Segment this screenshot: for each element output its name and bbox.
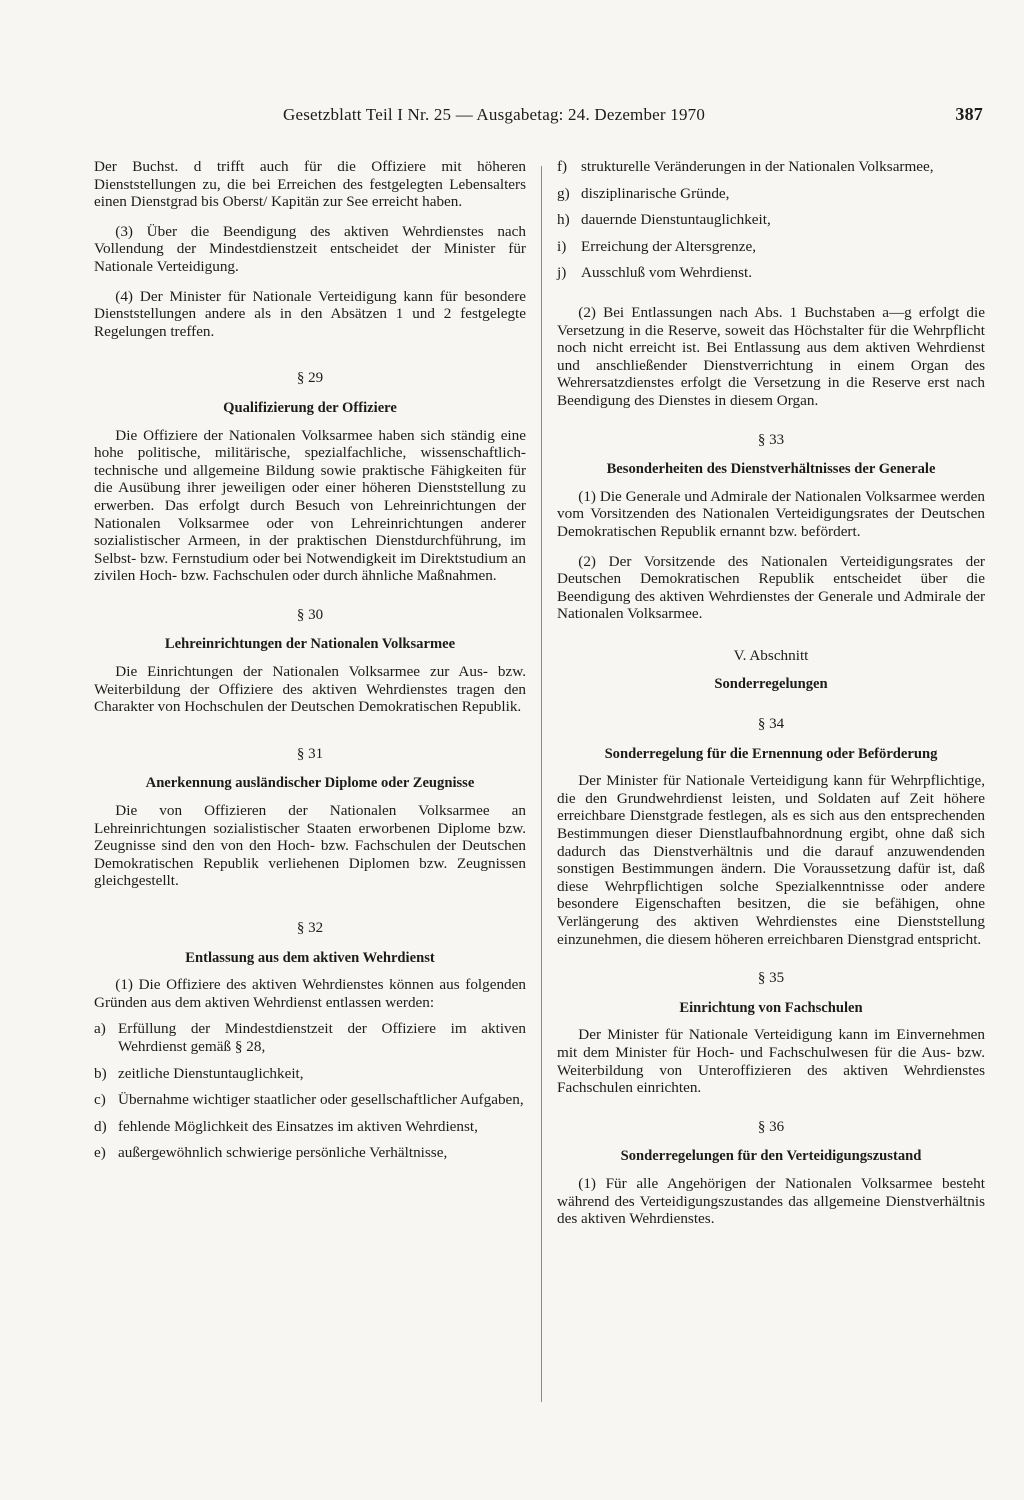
list-item-text: Übernahme wichtiger staatlicher oder gesellschaftlicher Aufgaben,	[118, 1091, 524, 1109]
section-30-text: Die Einrichtungen der Nationalen Volksarmee zur Aus- bzw. Weiterbildung der Offiziere des aktiven Wehrdienstes tragen den Charakter von Hochschulen der Deutschen Demokratischen Republik.	[94, 663, 526, 716]
list-item	[94, 1091, 526, 1109]
left-column	[94, 158, 526, 1162]
paragraph-3: (3) Über die Beendigung des aktiven Wehrdienstes nach Vollendung der Mindestdienstzeit entscheidet der Minister für Nationale Verteidigung.	[94, 222, 526, 275]
list-item	[94, 1118, 526, 1136]
list-item	[557, 158, 985, 176]
page-number: 387	[955, 104, 983, 124]
section-32-paragraph-1: (1) Die Offiziere des aktiven Wehrdienstes können aus folgenden Gründen aus dem aktiven Wehrdienst entlassen werden:	[94, 976, 526, 1011]
list-item-text: disziplinarische Gründe,	[581, 184, 730, 202]
section-31-number: § 31	[296, 745, 324, 762]
section-29-text: Die Offiziere der Nationalen Volksarmee haben sich ständig eine hohe politische, militärische, spezialfachliche, wissenschaftlich-technische und allgemeine Bildung sowie praktische Fähigkeiten für die Ausübung ihrer jeweiligen oder einer höheren Dienststellung zu erwerben. Das erfolgt durch Besuch von Lehreinrichtungen der Nationalen Volksarmee oder von Lehreinrichtungen anderer sozialistischer Armeen, in der praktischen Dienstdurchführung, im Selbst- bzw. Fernstudium oder bei Notwendigkeit im Direktstudium an zivilen Hoch- bzw. Fachschulen oder durch ähnliche Maßnahmen.	[94, 426, 526, 585]
section-30-title: Lehreinrichtungen der Nationalen Volksarmee	[164, 636, 456, 653]
list-item-text: dauernde Dienstuntauglichkeit,	[581, 211, 771, 229]
section-32-number: § 32	[296, 920, 324, 936]
list-item	[557, 211, 985, 229]
list-item	[557, 185, 985, 203]
list-item-text: zeitliche Dienstuntauglichkeit,	[118, 1064, 304, 1082]
section-34-title: Sonderregelung für die Ernennung oder Beförderung	[604, 745, 938, 762]
list-item	[557, 264, 985, 282]
list-item-text: außergewöhnlich schwierige persönliche Verhältnisse,	[118, 1144, 448, 1162]
column-divider	[541, 166, 542, 1402]
list-item	[94, 1020, 526, 1055]
list-item	[557, 238, 985, 256]
list-item-label: i)	[557, 237, 567, 255]
section-31-title: Anerkennung ausländischer Diplome oder Zeugnisse	[145, 775, 475, 792]
section-35-number: § 35	[757, 970, 785, 987]
list-item-text: Erreichung der Altersgrenze,	[581, 237, 756, 255]
list-item-text: Erfüllung der Mindestdienstzeit der Offiziere im aktiven Wehrdienst gemäß § 28,	[118, 1020, 526, 1055]
list-item-label: g)	[557, 184, 570, 202]
list-item-label: b)	[94, 1064, 107, 1082]
section-31-text: Die von Offizieren der Nationalen Volksarmee an Lehreinrichtungen sozialistischer Staaten erworbenen Diplome bzw. Zeugnisse sind den von den Hoch- bzw. Fachschulen der Deutschen Demokratischen Republik verliehenen Diplomen bzw. Zeugnissen gleichgestellt.	[94, 802, 526, 890]
section-29-title: Qualifizierung der Offiziere	[223, 399, 397, 416]
list-item-label: j)	[557, 264, 567, 282]
paragraph-4: (4) Der Minister für Nationale Verteidigung kann für besondere Dienststellungen andere als in den Absätzen 1 und 2 festgelegte Regelungen treffen.	[94, 287, 526, 340]
section-29-number: § 29	[296, 370, 324, 387]
header-title: Gesetzblatt Teil I Nr. 25 — Ausgabetag: 24. Dezember 1970	[283, 105, 706, 124]
section-30-number: § 30	[296, 606, 324, 623]
list-item-label: f)	[557, 158, 568, 175]
section-36-number: § 36	[757, 1118, 785, 1135]
section-33-number: § 33	[757, 431, 785, 448]
list-item-label: a)	[94, 1020, 106, 1038]
list-item-label: h)	[557, 211, 570, 229]
section-34-number: § 34	[757, 716, 785, 733]
chapter-title: Sonderregelungen	[714, 676, 828, 693]
section-32-title: Entlassung aus dem aktiven Wehrdienst	[185, 949, 435, 966]
section-33-paragraph-2: (2) Der Vorsitzende des Nationalen Verteidigungsrates der Deutschen Demokratischen Republik entscheidet über die Beendigung des aktiven Wehrdienstes der Generale und Admirale der Nationalen Volksarmee.	[557, 552, 985, 623]
section-33-title: Besonderheiten des Dienstverhältnisses der Generale	[606, 461, 936, 478]
page-header	[283, 104, 983, 125]
paragraph-intro: Der Buchst. d trifft auch für die Offiziere mit höheren Dienststellungen zu, die bei Erreichen des festgelegten Lebensalters einen Dienstgrad bis Oberst/ Kapitän zur See erreicht haben.	[94, 158, 526, 211]
list-item-text: strukturelle Veränderungen in der Nationalen Volksarmee,	[581, 158, 934, 175]
list-item	[94, 1065, 526, 1083]
section-36-text: (1) Für alle Angehörigen der Nationalen Volksarmee besteht während des Verteidigungszustandes das allgemeine Dienstverhältnis des aktiven Wehrdienstes.	[557, 1174, 985, 1228]
right-column	[557, 158, 985, 1228]
list-item-label: c)	[94, 1091, 106, 1109]
section-33-paragraph-1: (1) Die Generale und Admirale der Nationalen Volksarmee werden vom Vorsitzenden des Nationalen Verteidigungsrates der Deutschen Demokratischen Republik ernannt bzw. befördert.	[557, 487, 985, 540]
section-32-paragraph-2: (2) Bei Entlassungen nach Abs. 1 Buchstaben a—g erfolgt die Versetzung in die Reserve, soweit das Höchstalter für die Wehrpflicht noch nicht erreicht ist. Bei Entlassung aus dem aktiven Wehrdienst und anschließender Dienstverrichtung in einem Organ des Wehrersatzdienstes erfolgt die Versetzung in die Reserve erst nach Beendigung des Dienstes in diesem Organ.	[557, 303, 985, 409]
list-item-text: fehlende Möglichkeit des Einsatzes im aktiven Wehrdienst,	[118, 1117, 478, 1135]
chapter-heading: V. Abschnitt	[733, 646, 809, 664]
list-item-label: d)	[94, 1117, 107, 1135]
list-item-label: e)	[94, 1144, 106, 1162]
section-35-text: Der Minister für Nationale Verteidigung kann im Einvernehmen mit dem Minister für Hoch- und Fachschulwesen für die Aus- bzw. Weiterbildung von Unteroffizieren des aktiven Wehrdienstes Fachschulen einrichten.	[557, 1026, 985, 1097]
list-item-text: Ausschluß vom Wehrdienst.	[581, 264, 753, 282]
list-item	[94, 1144, 526, 1162]
section-36-title: Sonderregelungen für den Verteidigungszustand	[620, 1148, 922, 1165]
section-35-title: Einrichtung von Fachschulen	[679, 999, 863, 1016]
section-34-text: Der Minister für Nationale Verteidigung kann für Wehrpflichtige, die den Grundwehrdienst leisten, und Soldaten auf Zeit höhere erreichbare Dienstgrade festlegen, als es sich aus den entsprechenden Bestimmungen dieser Dienstlaufbahnordnung ergibt, ohne daß sich dadurch das Dienstverhältnis und die darauf anzuwendenden sonstigen Bestimmungen ändern. Die Voraussetzung dafür ist, daß diese Wehrpflichtigen solche Spezialkenntnisse oder andere besondere Eigenschaften besitzen, die sie befähigen, ohne Verlängerung des aktiven Wehrdienstes eine Dienststellung einzunehmen, die diesem höheren erreichbaren Dienstgrad entspricht.	[557, 772, 985, 948]
